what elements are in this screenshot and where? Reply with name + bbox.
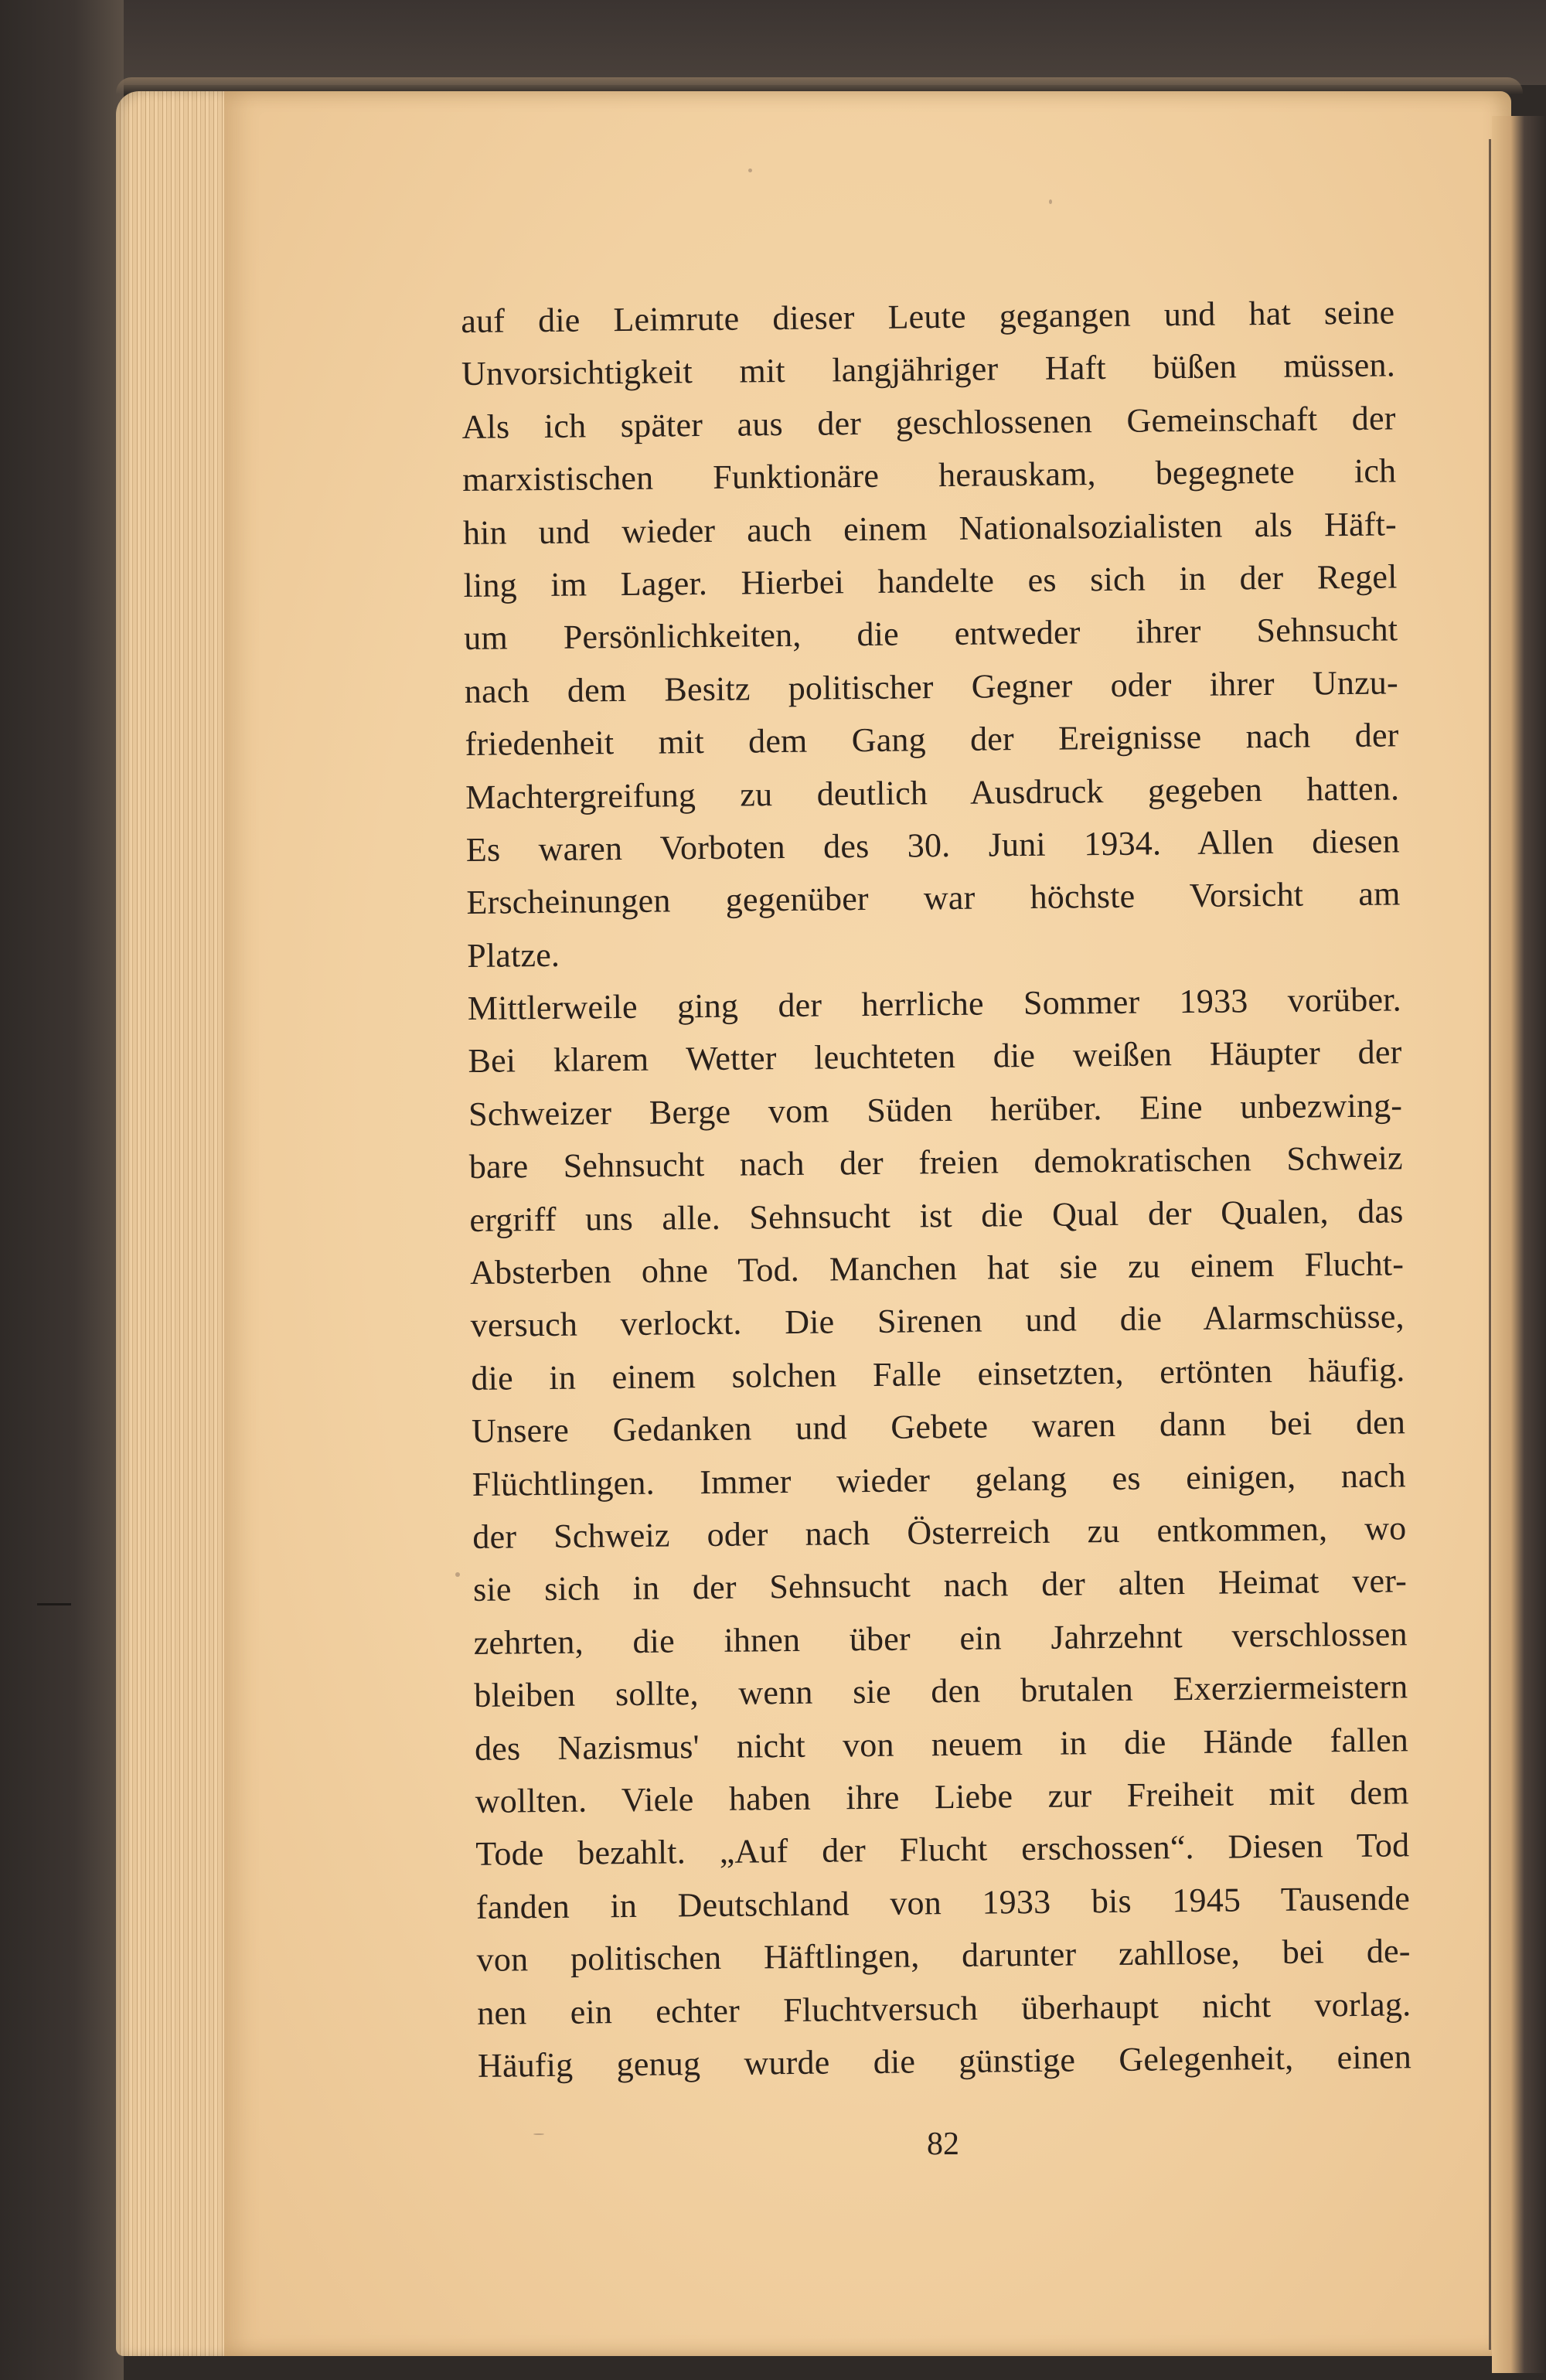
text-line: um Persönlichkeiten, die entweder ihrer Sehnsucht <box>464 610 1398 658</box>
text-line: Bei klarem Wetter leuchteten die weißen Häupter der <box>468 1033 1402 1081</box>
text-line: friedenheit mit dem Gang der Ereignisse nach der <box>465 716 1399 764</box>
text-line: wollten. Viele haben ihre Liebe zur Freiheit mit dem <box>475 1773 1409 1820</box>
text-line: hin und wieder auch einem Nationalsozialisten als Häft- <box>462 504 1398 552</box>
text-line: ling im Lager. Hierbei handelte es sich in der Regel <box>463 557 1398 604</box>
text-line: Platze. <box>466 935 560 975</box>
text-line: sie sich in der Sehnsucht nach der alten Heimat ver- <box>472 1561 1408 1609</box>
text-line: Mittlerweile ging der herrliche Sommer 1933 vorüber. <box>467 980 1402 1028</box>
book-binding <box>1492 116 1546 2373</box>
text-line: des Nazismus' nicht von neuem in die Hände fallen <box>474 1720 1409 1768</box>
text-line: Absterben ohne Tod. Manchen hat sie zu einem Flucht- <box>469 1244 1405 1292</box>
text-line: bleiben sollte, wenn sie den brutalen Exerziermeistern <box>474 1667 1408 1715</box>
page-number: 82 <box>927 2126 959 2162</box>
text-line: ergriff uns alle. Sehnsucht ist die Qual der Qualen, das <box>469 1191 1404 1239</box>
text-line: bare Sehnsucht nach der freien demokratischen Schweiz <box>468 1139 1404 1187</box>
text-line: zehrten, die ihnen über ein Jahrzehnt verschlossen <box>473 1615 1408 1662</box>
text-line: die in einem solchen Falle einsetzten, ertönten häufig. <box>471 1350 1405 1398</box>
text-line: der Schweiz oder nach Österreich zu entkommen, wo <box>472 1509 1407 1556</box>
body-text <box>461 286 1411 2092</box>
text-line: nach dem Besitz politischer Gegner oder ihrer Unzu- <box>464 663 1399 710</box>
text-line: Machtergreifung zu deutlich Ausdruck gegeben hatten. <box>465 768 1400 816</box>
page-stack-edges <box>116 91 232 2356</box>
text-line: Unvorsichtigkeit mit langjähriger Haft büßen müssen. <box>461 346 1396 393</box>
scan-background-top <box>0 0 1546 85</box>
text-line: auf die Leimrute dieser Leute gegangen und hat seine <box>461 293 1395 340</box>
text-line: Als ich später aus der geschlossenen Gemeinschaft der <box>461 399 1396 446</box>
binding-crease <box>1489 139 1491 2350</box>
text-line: Tode bezahlt. „Auf der Flucht erschossen“. Diesen Tod <box>475 1826 1410 1874</box>
text-line: Es waren Vorboten des 30. Juni 1934. Allen diesen <box>465 822 1401 869</box>
text-line: versuch verlockt. Die Sirenen und die Alarmschüsse, <box>470 1297 1405 1345</box>
text-line: Häufig genug wurde die günstige Gelegenheit, einen <box>477 2038 1412 2085</box>
text-line: Unsere Gedanken und Gebete waren dann bei den <box>471 1403 1406 1451</box>
text-line: nen ein echter Fluchtversuch überhaupt nicht vorlag. <box>477 1984 1411 2032</box>
text-line: marxistischen Funktionäre herauskam, begegnete ich <box>462 451 1397 499</box>
text-line: fanden in Deutschland von 1933 bis 1945 Tausende <box>475 1879 1411 1926</box>
scan-background-left <box>0 0 124 2380</box>
text-line: Flüchtlingen. Immer wieder gelang es einigen, nach <box>472 1456 1406 1503</box>
text-line: Erscheinungen gegenüber war höchste Vorsicht am <box>466 874 1401 922</box>
margin-mark <box>37 1603 71 1605</box>
text-line: von politischen Häftlingen, darunter zahllose, bei de- <box>476 1932 1411 1980</box>
text-line: Schweizer Berge vom Süden herüber. Eine unbezwing- <box>468 1086 1403 1133</box>
